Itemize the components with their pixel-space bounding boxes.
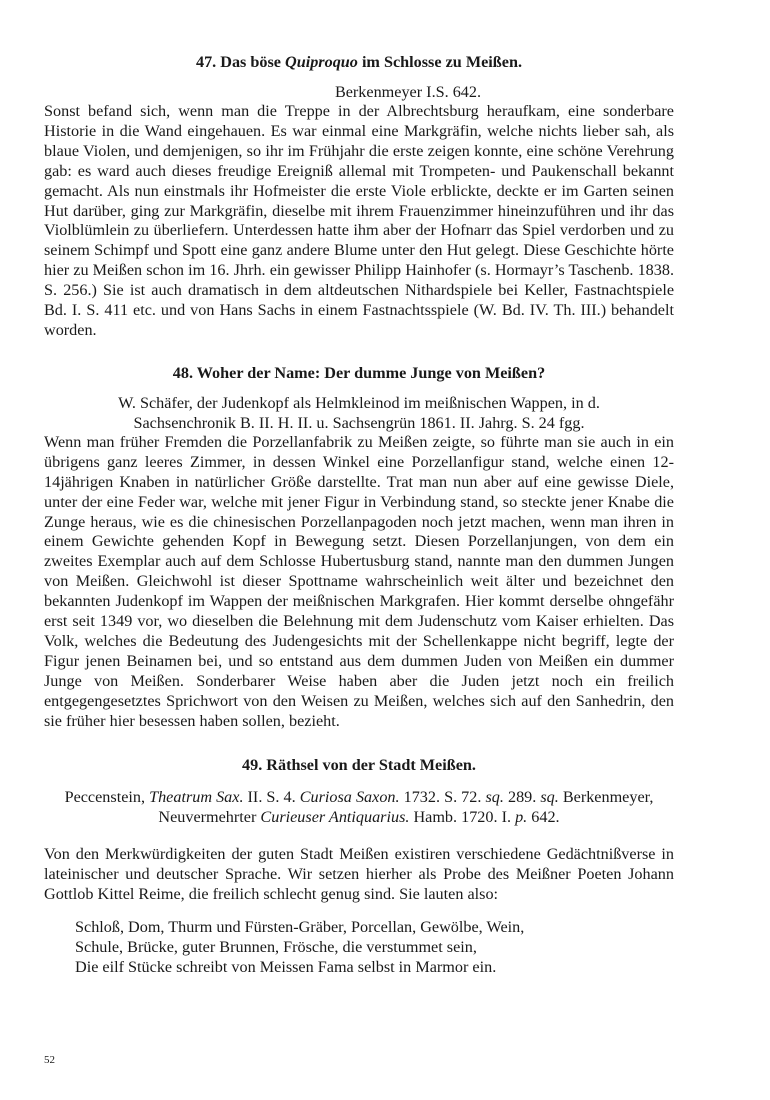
src-text: 642. (527, 808, 560, 827)
src-text: II. S. 4. (243, 788, 300, 807)
section-47-heading (44, 52, 674, 72)
page-number: 52 (44, 1054, 55, 1066)
src-italic: p. (515, 808, 528, 827)
section-49-heading: 49. Räthsel von der Stadt Meißen. (242, 756, 476, 775)
section-48-source (44, 393, 674, 433)
section-48-source-line2: Sachsenchronik B. II. H. II. u. Sachsengrün 1861. II. Jahrg. S. 24 fgg. (133, 413, 585, 432)
section-47-title-a: Das böse (220, 53, 281, 71)
src-text: 1732. S. 72. (399, 788, 486, 807)
verse-line: Die eilf Stücke schreibt von Meissen Fama selbst in Marmor ein. (75, 958, 497, 977)
section-49-source (44, 787, 674, 827)
section-47-title-italic: Quiproquo (285, 53, 358, 71)
src-text: Hamb. 1720. I. (409, 808, 516, 827)
src-text: Berkenmeyer, (558, 788, 654, 807)
src-italic: Curiosa Saxon. (299, 788, 400, 807)
document-page (44, 52, 674, 977)
section-48-source-line1: W. Schäfer, der Judenkopf als Helmkleinod im meißnischen Wappen, in d. (118, 393, 600, 412)
src-italic: sq. (485, 788, 504, 807)
src-italic: sq. (540, 788, 559, 807)
verse-line: Schloß, Dom, Thurm und Fürsten-Gräber, Porcellan, Gewölbe, Wein, (75, 918, 525, 937)
section-47-number: 47. (195, 53, 217, 71)
section-48-heading: 48. Woher der Name: Der dumme Junge von Meißen? (172, 363, 546, 382)
src-text: 289. (503, 788, 541, 807)
section-49-source-line2 (44, 807, 674, 827)
section-48-body: Wenn man früher Fremden die Porzellanfabrik zu Meißen zeigte, so führte man sie auch in ein übrigens ganz leeres Zimmer, in dessen Winkel eine Porzellanfigur stand, welche einen 12-14jährigen Knaben in natürlicher Größe darstellte. Trat man nun aber auf eine gewisse Diele, unter der eine Feder war, welche mit jener Figur in Verbindung stand, so steckte jener Knabe die Zunge heraus, wie es die chinesischen Porzellanpagoden noch jetzt machen, wenn man ihren in einem Gewichte gehenden Kopf in Bewegung setzt. Diesen Porzellanjungen, von dem ein zweites Exemplar auch auf dem Schlosse Hubertusburg stand, nannte man den dummen Jungen von Meißen. Gleichwohl ist dieser Spottname wahrscheinlich weit älter und bezeichnet den bekannten Judenkopf im Wappen der meißnischen Markgrafen. Hier kommt derselbe ohngefähr erst seit 1349 vor, wo dieselben die Belehnung mit dem Judenschutz vom Kaiser erhielten. Das Volk, welches die Bedeutung des Judengesichts mit der Schellenkappe nicht begriff, legte der Figur jenen Beinamen bei, und so entstand aus dem dummen Juden von Meißen ein dummer Junge von Meißen. Sonderbarer Weise haben aber die Juden jetzt noch ein freilich entgegengesetztes Sprichwort von den Weisen zu Meißen, welches sich auf den Sanhedrin, den sie früher hier besessen haben sollen, bezieht. (44, 432, 674, 730)
section-49-body: Von den Merkwürdigkeiten der guten Stadt Meißen existiren verschiedene Gedächtnißverse in lateinischer und deutscher Sprache. Wir setzen hierher als Probe des Meißner Poeten Johann Gottlob Kittel Reime, die freilich schlecht genug sind. Sie lauten also: (44, 845, 674, 904)
verse-block (75, 917, 674, 977)
src-italic: Theatrum Sax. (149, 788, 244, 807)
src-text: Neuvermehrter (158, 808, 261, 827)
section-47-body: Sonst befand sich, wenn man die Treppe in der Albrechtsburg heraufkam, eine sonderbare Historie in die Wand eingehauen. Es war einmal eine Markgräfin, welche nichts lieber sah, als blaue Violen, und demjenigen, so ihr im Frühjahr die erste zeigen konnte, eine schöne Verehrung gab: es ward auch dieses freudige Ereigniß allemal mit Trompeten- und Paukenschall bekannt gemacht. Als nun einstmals ihr Hofmeister die erste Viole erblickte, deckte er im Garten seinen Hut darüber, ging zur Markgräfin, dieselbe mit ihrem Frauenzimmer hineinzuführen und ihr das Violblümlein zu überliefern. Unterdessen hatte ihm aber der Hofnarr das Spiel verdorben und zu seinem Schimpf und Spott eine ganz andere Blume unter den Hut gelegt. Diese Geschichte hörte hier zu Meißen schon im 16. Jhrh. ein gewisser Philipp Hainhofer (s. Hormayr’s Taschenb. 1838. S. 256.) Sie ist auch dramatisch in dem altdeutschen Nithardspiele bei Keller, Fastnachtspiele Bd. I. S. 411 etc. und von Hans Sachs in einem Fastnachtsspiele (W. Bd. IV. Th. III.) behandelt worden. (44, 102, 674, 339)
src-text: Peccenstein, (64, 788, 150, 807)
src-italic: Curieuser Antiquarius. (260, 808, 410, 827)
verse-line: Schule, Brücke, guter Brunnen, Frösche, die verstummet sein, (75, 938, 477, 957)
section-47-source: Berkenmeyer I.S. 642. (334, 83, 482, 101)
section-49-source-line1 (44, 787, 674, 807)
section-47-title-b: im Schlosse zu Meißen. (361, 53, 523, 71)
